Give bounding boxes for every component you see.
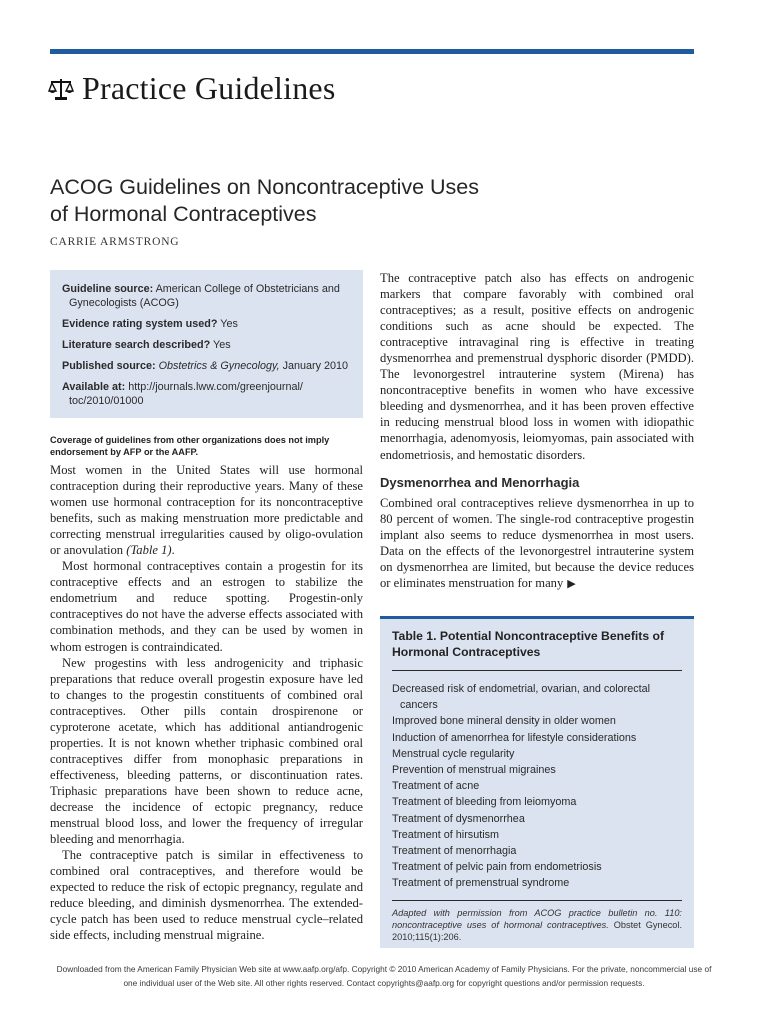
endorsement-disclaimer: Coverage of guidelines from other organizations does not imply endorsement by AFP or the AAFP. [50, 435, 330, 457]
table-list-item: Prevention of menstrual migraines [392, 764, 556, 777]
evidence-rating-value: Yes [220, 318, 238, 330]
literature-search-label: Literature search described? [62, 339, 211, 351]
table-title: Table 1. Potential Noncontraceptive Benefits of Hormonal Contraceptives [392, 629, 682, 671]
available-at-link[interactable]: http://journals.lww.com/greenjournal/ toc/2010/01000 [69, 381, 303, 407]
paragraph: The contraceptive patch is similar in effectiveness to combined oral contraceptives, and therefore would be expected to reduce the risk of ectopic pregnancy, regulate and reduce bleeding, and diminish dysmenorrhea. The extended-cycle patch has been used to reduce menstrual cycle–related side effects, including menstrual migraine. [50, 848, 363, 943]
body-column-right [380, 270, 694, 592]
table-note-italic: Adapted with permission from ACOG practice bulletin no. 110: noncontraceptive uses of hormonal contraceptives. [392, 907, 682, 930]
paragraph: The contraceptive patch also has effects on androgenic markers that compare favorably with combined oral contraceptives; as a result, positive effects on androgenic conditions such as acne should be expected. The contraceptive intravaginal ring is effective in treating dysmenorrhea and premenstrual dysphoric disorder (PMDD). The levonorgestrel intrauterine system (Mirena) has noncontraceptive benefits in women who have excessive bleeding and dysmenorrhea, and it has been proven effective in reducing menstrual blood loss in women with idiopathic menorrhagia, adenomyosis, leiomyomas, pain associated with endometriosis, and hemostatic disorders. [380, 271, 694, 462]
table-list-item: Improved bone mineral density in older women [392, 715, 616, 728]
table-note-citation: Obstet Gynecol. 2010;115(1):206. [392, 919, 682, 942]
table-list-item: Treatment of hirsutism [392, 828, 499, 841]
author-name: CARRIE ARMSTRONG [50, 236, 180, 248]
table-list-item: Treatment of bleeding from leiomyoma [392, 796, 577, 809]
article-title-line2: of Hormonal Contraceptives [50, 202, 317, 226]
table-list-item: Treatment of acne [392, 780, 480, 793]
table-list-item: Treatment of pelvic pain from endometriosis [392, 861, 602, 874]
published-source-row [62, 359, 351, 373]
section-header [48, 70, 336, 107]
evidence-rating-row [62, 317, 351, 331]
paragraph [380, 495, 694, 592]
table-benefits-list [392, 681, 682, 892]
published-date: January 2010 [282, 360, 349, 372]
body-column-left [50, 462, 363, 943]
literature-search-value: Yes [213, 339, 231, 351]
paragraph: Most hormonal contraceptives contain a progestin for its contraceptive effects and an estrogen to stabilize the endometrium and reduce spotting. Progestin-only contraceptives do not have the adverse effects associated with combination methods, and they can be used by women in whom estrogen is contraindicated. [50, 559, 363, 654]
subheading-dysmenorrhea: Dysmenorrhea and Menorrhagia [380, 474, 580, 490]
footer-line1: Downloaded from the American Family Physician Web site at www.aafp.org/afp. Copyright © 2010 American Academy of Family Physicians. For the private, noncommercial use of [56, 964, 712, 974]
table-list-item: Induction of amenorrhea for lifestyle considerations [392, 731, 637, 744]
available-at-label: Available at: [62, 381, 126, 393]
table-1 [380, 616, 694, 948]
paragraph-text: Combined oral contraceptives relieve dysmenorrhea in up to 80 percent of women. The single-rod contraceptive progestin implant also seems to reduce dysmenorrhea in most users. Data on the effects of the levonorgestrel intrauterine system on dysmenorrhea are limited, but because the device reduces or eliminates menstruation for many [380, 495, 694, 590]
table-list-item: Treatment of menorrhagia [392, 845, 517, 858]
guideline-source-value: American College of Obstetricians and Gynecologists (ACOG) [69, 283, 340, 309]
published-source-label: Published source: [62, 360, 156, 372]
copyright-footer [40, 962, 728, 990]
available-at-row [62, 380, 351, 408]
table-list-item: Decreased risk of endometrial, ovarian, and colorectal cancers [392, 683, 651, 712]
evidence-rating-label: Evidence rating system used? [62, 318, 218, 330]
section-title: Practice Guidelines [82, 70, 336, 106]
paragraph-end: . [171, 543, 175, 558]
table-list-item: Menstrual cycle regularity [392, 747, 515, 760]
paragraph [50, 462, 363, 558]
table-list-item: Treatment of premenstrual syndrome [392, 877, 570, 890]
table-reference-link[interactable]: (Table 1) [126, 543, 172, 558]
top-rule [50, 49, 694, 54]
paragraph-text: Most women in the United States will use hormonal contraception during their reproductive years. Many of these women use hormonal contraception for its noncontraceptive benefits, such as making menstruation more predictable and correcting menstrual irregularities caused by oligo-ovulation or anovulation [50, 463, 363, 558]
continue-arrow-icon: ▶ [567, 577, 576, 590]
scales-icon [48, 76, 74, 102]
table-source-note [392, 900, 682, 943]
table-list-item: Treatment of dysmenorrhea [392, 812, 525, 825]
guideline-source-row [62, 282, 351, 310]
paragraph: New progestins with less androgenicity and triphasic preparations that reduce overall progestin exposure have led to changes to the progestin constituents of combined oral contraceptives. Other pills contain drospirenone or cyproterone acetate, which has additional antiandrogenic properties. It is not known whether triphasic combined oral contraceptives differ from monophasic preparations in effectiveness, bleeding patterns, or discontinuation rates. Triphasic preparations have been shown to reduce acne, decrease the incidence of ectopic pregnancy, reduce menstrual blood loss, and lower the frequency of irregular bleeding and menorrhagia. [50, 655, 363, 847]
literature-search-row [62, 338, 351, 352]
guideline-source-label: Guideline source: [62, 283, 154, 295]
guideline-info-box [50, 270, 363, 418]
article-title [50, 174, 650, 228]
article-title-line1: ACOG Guidelines on Noncontraceptive Uses [50, 175, 480, 199]
footer-line2: one individual user of the Web site. All other rights reserved. Contact copyrights@aafp.org for copyright questions and/or permission requests. [123, 978, 645, 988]
published-journal: Obstetrics & Gynecology, [158, 360, 280, 372]
